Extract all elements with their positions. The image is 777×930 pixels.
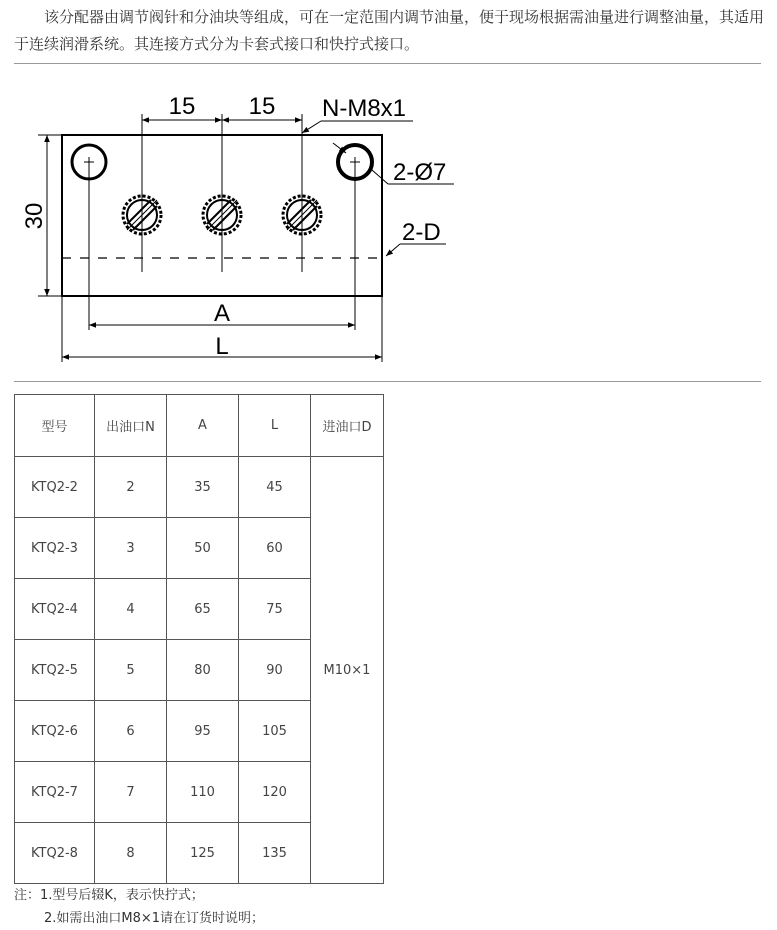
header-outlets: 出油口N [95, 395, 167, 457]
divider-bottom [14, 381, 761, 382]
spec-table [14, 394, 384, 884]
cell-model: KTQ2-7 [15, 762, 95, 823]
cell-a: 110 [167, 762, 239, 823]
note-1: 注：1.型号后辍K，表示快拧式； [14, 888, 204, 903]
cell-a: 65 [167, 579, 239, 640]
cell-model: KTQ2-4 [15, 579, 95, 640]
divider-top [14, 63, 761, 64]
cell-l: 120 [239, 762, 311, 823]
header-l: L [239, 395, 311, 457]
notes [14, 884, 264, 930]
cell-outlets: 8 [95, 823, 167, 884]
cell-outlets: 4 [95, 579, 167, 640]
cell-a: 50 [167, 518, 239, 579]
cell-model: KTQ2-3 [15, 518, 95, 579]
note-2: 2.如需出油口M8×1请在订货时说明； [44, 911, 265, 926]
cell-l: 135 [239, 823, 311, 884]
cell-model: KTQ2-6 [15, 701, 95, 762]
table-header-row [15, 395, 384, 457]
table-row [15, 457, 384, 518]
cell-a: 95 [167, 701, 239, 762]
cell-a: 80 [167, 640, 239, 701]
holes-label: 2-Ø7 [393, 159, 447, 186]
intro-paragraph: 该分配器由调节阀针和分油块等组成，可在一定范围内调节油量，便于现场根据需油量进行调整油量，其适用于连续润滑系统。其连接方式分为卡套式接口和快拧式接口。 [14, 8, 765, 53]
cell-l: 90 [239, 640, 311, 701]
outlet-label: 2-D [402, 219, 441, 246]
cell-l: 45 [239, 457, 311, 518]
dim-spacing-2: 15 [248, 93, 276, 120]
cell-a: 125 [167, 823, 239, 884]
cell-outlets: 3 [95, 518, 167, 579]
cell-model: KTQ2-2 [15, 457, 95, 518]
cell-outlets: 7 [95, 762, 167, 823]
dim-spacing-1: 15 [168, 93, 196, 120]
header-model: 型号 [15, 395, 95, 457]
cell-l: 75 [239, 579, 311, 640]
dim-a: A [213, 300, 231, 327]
cell-l: 60 [239, 518, 311, 579]
header-inlet: 进油口D [311, 395, 384, 457]
cell-a: 35 [167, 457, 239, 518]
distributor-drawing [0, 72, 777, 372]
cell-l: 105 [239, 701, 311, 762]
cell-inlet: M10×1 [311, 457, 384, 884]
header-a: A [167, 395, 239, 457]
cell-model: KTQ2-5 [15, 640, 95, 701]
dim-height: 30 [21, 202, 48, 230]
cell-outlets: 6 [95, 701, 167, 762]
thread-label: N-M8x1 [322, 95, 407, 122]
cell-outlets: 2 [95, 457, 167, 518]
cell-model: KTQ2-8 [15, 823, 95, 884]
dim-l: L [215, 333, 229, 360]
cell-outlets: 5 [95, 640, 167, 701]
